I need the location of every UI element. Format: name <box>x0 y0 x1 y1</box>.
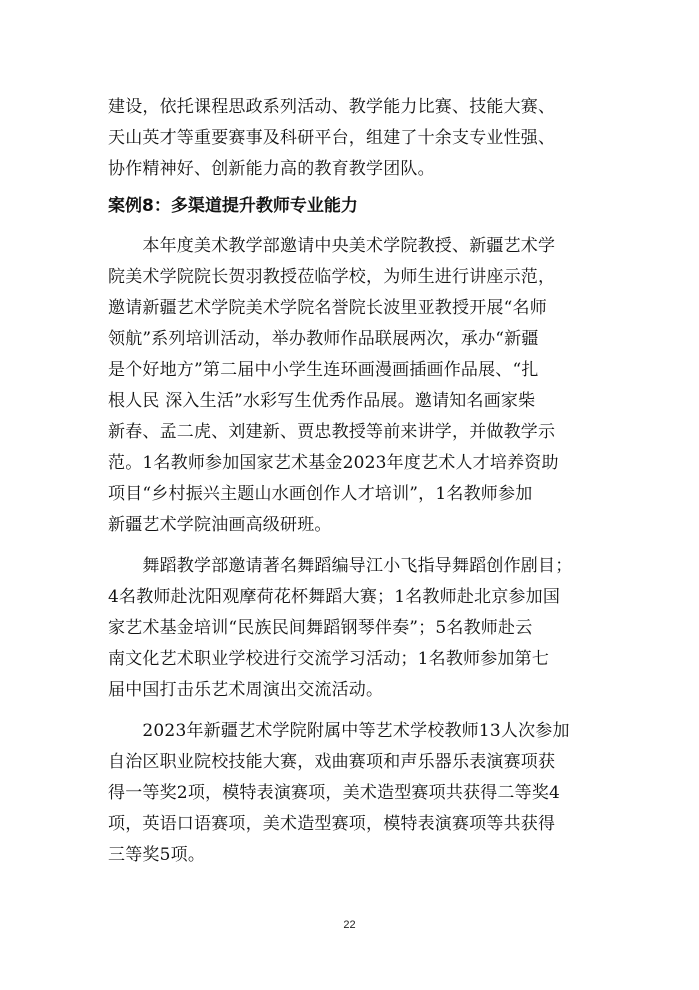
text-line: 建设，依托课程思政系列活动、教学能力比赛、技能大赛、 <box>108 97 556 117</box>
dance-department-paragraph <box>108 551 600 706</box>
page-number: 22 <box>343 919 356 931</box>
text-line: 届中国打击乐艺术周演出交流活动。 <box>108 680 384 700</box>
text-line: 本年度美术教学部邀请中央美术学院教授、新疆艺术学 <box>108 236 556 256</box>
text-line: 协作精神好、创新能力高的教育教学团队。 <box>108 159 435 179</box>
text-line: 舞蹈教学部邀请著名舞蹈编导江小飞指导舞蹈创作剧目； <box>108 556 573 576</box>
text-line: 项目“乡村振兴主题山水画创作人才培训”，1名教师参加 <box>108 484 533 504</box>
text-line: 根人民 深入生活”水彩写生优秀作品展。邀请知名画家柴 <box>108 391 536 411</box>
text-line: 自治区职业院校技能大赛，戏曲赛项和声乐器乐表演赛项获 <box>108 752 556 772</box>
competition-paragraph <box>108 716 600 871</box>
text-line: 家艺术基金培训“民族民间舞蹈钢琴伴奏”；5名教师赴云 <box>108 618 533 638</box>
text-line: 是个好地方”第二届中小学生连环画漫画插画作品展、“扎 <box>108 360 539 380</box>
text-line: 三等奖5项。 <box>108 845 206 865</box>
text-line: 范。1名教师参加国家艺术基金2023年度艺术人才培养资助 <box>108 453 559 473</box>
text-line: 天山英才等重要赛事及科研平台，组建了十余支专业性强、 <box>108 128 556 148</box>
text-line: 新春、孟二虎、刘建新、贾忠教授等前来讲学，并做教学示 <box>108 422 556 442</box>
text-line: 南文化艺术职业学校进行交流学习活动；1名教师参加第七 <box>108 649 550 669</box>
text-line: 新疆艺术学院油画高级研班。 <box>108 515 332 535</box>
text-line: 得一等奖2项，模特表演赛项，美术造型赛项共获得二等奖4 <box>108 783 561 803</box>
intro-paragraph <box>108 92 600 185</box>
text-line: 4名教师赴沈阳观摩荷花杯舞蹈大赛；1名教师赴北京参加国 <box>108 587 561 607</box>
text-line: 2023年新疆艺术学院附属中等艺术学校教师13人次参加 <box>108 721 570 741</box>
text-line: 院美术学院院长贺羽教授莅临学校，为师生进行讲座示范， <box>108 267 556 287</box>
page-content <box>108 92 600 881</box>
text-line: 领航”系列培训活动，举办教师作品联展两次，承办“新疆 <box>108 329 539 349</box>
text-line: 邀请新疆艺术学院美术学院名誉院长波里亚教授开展“名师 <box>108 298 547 318</box>
case-heading: 案例8：多渠道提升教师专业能力 <box>108 196 358 216</box>
text-line: 项，英语口语赛项，美术造型赛项，模特表演赛项等共获得 <box>108 814 556 834</box>
art-department-paragraph <box>108 231 600 541</box>
